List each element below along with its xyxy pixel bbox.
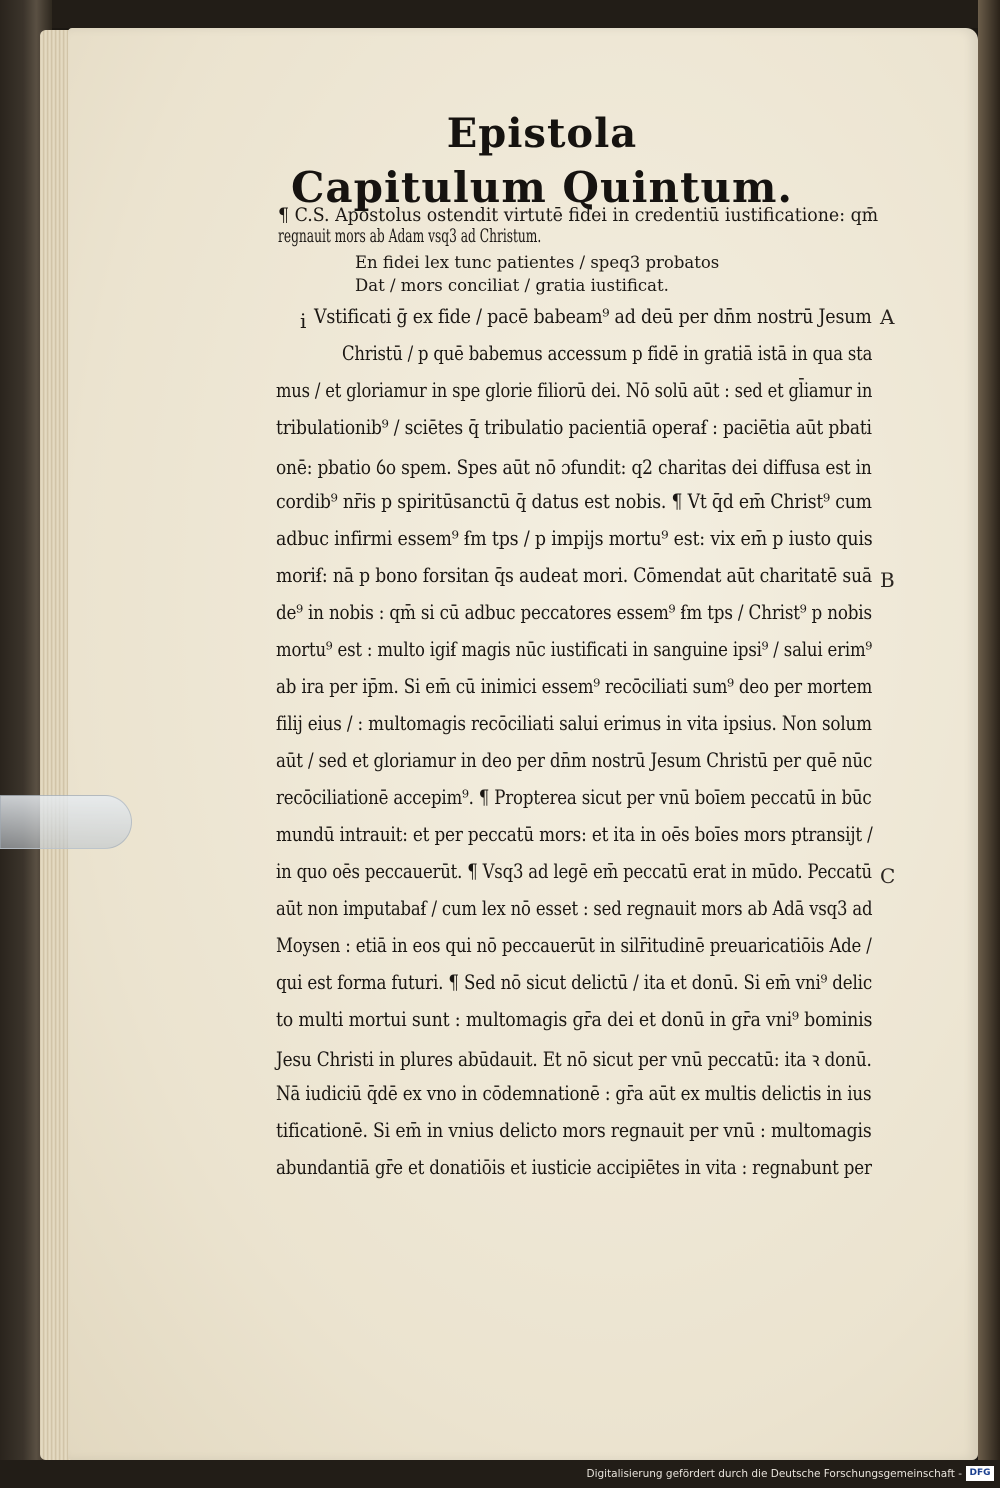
text-line: Moysen : etiā in eos qui nō peccauerūt in silr̄itudinē preuaricatiōis Ade / <box>276 934 872 957</box>
margin-letter-c: C <box>880 864 896 888</box>
chapter-heading: Capitulum Quintum. <box>290 163 794 212</box>
text-line: tificationē. Si em̄ in vnius delicto mors regnauit per vnū : multomagis <box>276 1119 872 1142</box>
page-clip <box>0 795 132 849</box>
facing-page-edge <box>978 0 1000 1488</box>
text-line: Jesu Christi in plures abūdauit. Et nō sicut per vnū peccatū: ita ꝛ donū. <box>276 1048 872 1071</box>
text-line: Nā iudiciū q̄dē ex vno in cōdemnationē : gr̄a aūt ex multis delictis in ius <box>276 1082 872 1105</box>
dfg-logo: DFG <box>966 1466 994 1481</box>
chapter-summary <box>278 205 898 247</box>
text-line: mus / et gloriamur in spe glorie filiorū dei. Nō solū aūt : sed et gl̄iamur in <box>276 379 873 402</box>
text-line: Christū / p quē babemus accessum p fidē in gratiā istā in qua sta <box>342 342 873 365</box>
verse-line-1: En fidei lex tunc patientes / speq3 probatos <box>355 253 720 272</box>
text-line: abundantiā gr̄e et donatiōis et iusticie accipiētes in vita : regnabunt per <box>276 1156 872 1179</box>
summary-line-1: ¶ C.S. Apostolus ostendit virtutē fidei in credentiū iustificatione: qm̄ <box>278 205 879 226</box>
digitization-credit: Digitalisierung gefördert durch die Deutsche Forschungsgemeinschaft - <box>586 1468 962 1480</box>
verse-line-2: Dat / mors conciliat / gratia iustificat. <box>355 276 669 295</box>
text-line: mundū intrauit: et per peccatū mors: et ita in oēs boīes mors ptransijt / <box>276 823 873 846</box>
margin-letter-a: A <box>880 305 895 329</box>
text-line: qui est forma futuri. ¶ Sed nō sicut delictū / ita et donū. Si em̄ vni⁹ delic <box>276 971 873 994</box>
text-line: recōciliationē accepim⁹. ¶ Propterea sicut per vnū boīem peccatū in būc <box>276 786 872 809</box>
text-line: in quo oēs peccauerūt. ¶ Vsq3 ad legē em̄ peccatū erat in mūdo. Peccatū <box>276 860 872 883</box>
text-line: adbuc infirmi essem⁹ ẜm tps / p impijs mortu⁹ est: vix em̄ p iusto quis <box>276 527 873 550</box>
text-line: moriẜ: nā p bono forsitan q̄s audeat mori. Cōmendat aūt charitatē suā <box>276 564 872 587</box>
text-line: ab ira per ip̄m. Si em̄ cū inimici essem⁹ recōciliati sum⁹ deo per mortem <box>276 675 873 698</box>
text-line: aūt non imputabaẜ / cum lex nō esset : sed regnauit mors ab Adā vsq3 ad <box>276 897 873 920</box>
text-line: mortu⁹ est : multo igiẜ magis nūc iustificati in sanguine ipsi⁹ / salui erim⁹ <box>276 638 872 661</box>
text-line: de⁹ in nobis : qm̄ si cū adbuc peccatores essem⁹ ẜm tps / Christ⁹ p nobis <box>276 601 872 624</box>
text-line: cordib⁹ nr̄is p spiritūsanctū q̄ datus est nobis. ¶ Vt q̄d em̄ Christ⁹ cum <box>276 490 872 513</box>
text-line: onē: pbatio ỽo spem. Spes aūt nō ɔfundit: q2 charitas dei diffusa est in <box>276 456 872 479</box>
text-line: aūt / sed et gloriamur in deo per dn̄m nostrū Jesum Christū per quē nūc <box>276 749 873 772</box>
page-title: Epistola <box>446 110 638 157</box>
text-line: Vstificati ḡ ex fide / pacē babeam⁹ ad deū per dn̄m nostrū Jesum <box>314 305 872 328</box>
scan-background-top <box>0 0 1000 28</box>
text-line: tribulationib⁹ / sciētes q̄ tribulatio pacientiā operaẜ : paciētia aūt pbati <box>276 416 872 439</box>
text-line: filij eius / : multomagis recōciliati salui erimus in vita ipsius. Non solum <box>276 712 872 735</box>
initial-letter: i <box>300 309 307 333</box>
text-line: to multi mortui sunt : multomagis gr̄a dei et donū in gr̄a vni⁹ bominis <box>276 1008 873 1031</box>
summary-line-2: regnauit mors ab Adam vsq3 ad Christum. <box>278 226 542 247</box>
margin-letter-b: B <box>880 568 895 592</box>
